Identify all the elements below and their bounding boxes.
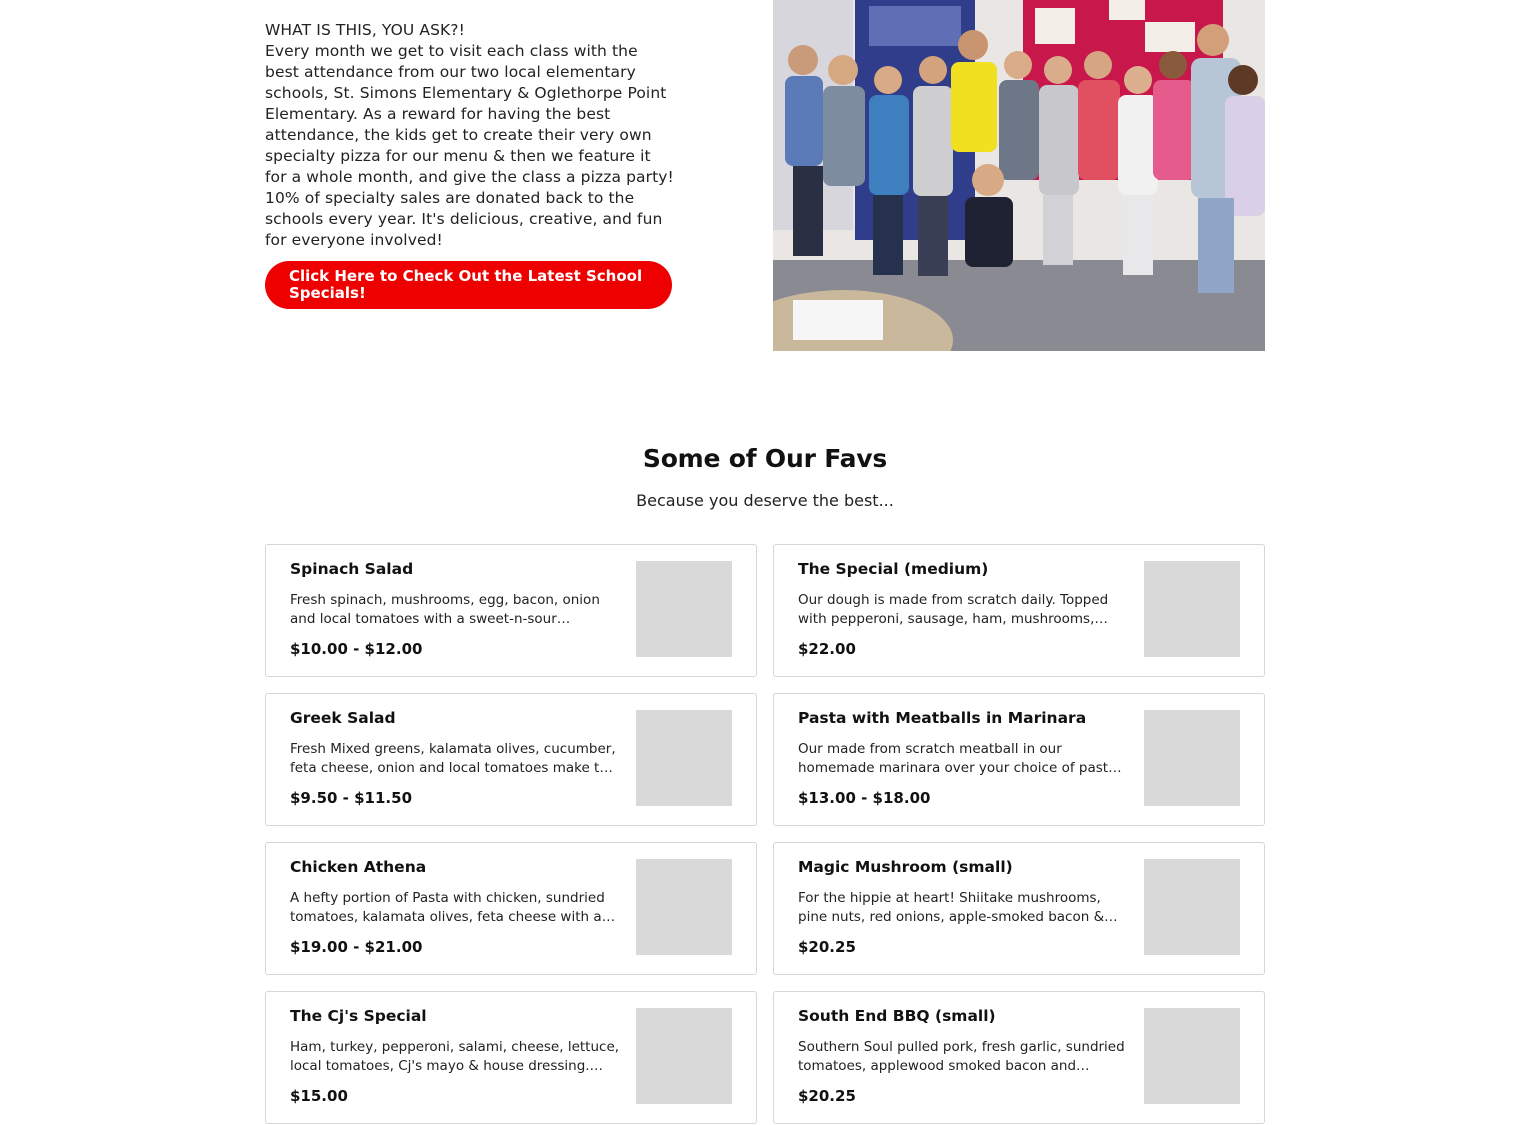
menu-item-image-placeholder bbox=[1144, 561, 1240, 657]
menu-item-price: $20.25 bbox=[798, 938, 856, 956]
menu-item-price: $22.00 bbox=[798, 640, 856, 658]
menu-item-image-placeholder bbox=[636, 561, 732, 657]
menu-card-the-special-medium[interactable] bbox=[773, 544, 1265, 677]
menu-item-name: The Cj's Special bbox=[290, 1007, 427, 1025]
menu-item-image-placeholder bbox=[636, 859, 732, 955]
menu-item-price: $9.50 - $11.50 bbox=[290, 789, 412, 807]
class-photo-illustration bbox=[773, 0, 1265, 351]
menu-item-price: $10.00 - $12.00 bbox=[290, 640, 423, 658]
menu-item-name: Chicken Athena bbox=[290, 858, 427, 876]
menu-item-image-placeholder bbox=[1144, 1008, 1240, 1104]
menu-item-description: Fresh spinach, mushrooms, egg, bacon, onion and local tomatoes with a sweet-n-sour bbox=[290, 592, 600, 627]
menu-item-image-placeholder bbox=[1144, 710, 1240, 806]
menu-item-price: $15.00 bbox=[290, 1087, 348, 1105]
menu-card-greek-salad[interactable] bbox=[265, 693, 757, 826]
menu-item-name: Spinach Salad bbox=[290, 560, 414, 578]
menu-item-name: South End BBQ (small) bbox=[798, 1007, 996, 1025]
menu-item-price: $19.00 - $21.00 bbox=[290, 938, 423, 956]
menu-item-name: Pasta with Meatballs in Marinara bbox=[798, 709, 1087, 727]
menu-item-description: A hefty portion of Pasta with chicken, sundried tomatoes, kalamata olives, feta cheese with a… bbox=[290, 890, 616, 925]
intro-heading: WHAT IS THIS, YOU ASK?! bbox=[265, 21, 465, 39]
menu-card-pasta-with-meatballs[interactable] bbox=[773, 693, 1265, 826]
menu-item-description: Ham, turkey, pepperoni, salami, cheese, lettuce, local tomatoes, Cj's mayo & house dressing.… bbox=[290, 1039, 620, 1074]
menu-card-the-cjs-special[interactable] bbox=[265, 991, 757, 1124]
menu-item-description: Southern Soul pulled pork, fresh garlic, sundried tomatoes, applewood smoked bacon and… bbox=[798, 1039, 1125, 1074]
menu-item-description: Fresh Mixed greens, kalamata olives, cucumber, feta cheese, onion and local tomatoes make this bbox=[290, 741, 619, 776]
menu-item-image-placeholder bbox=[1144, 859, 1240, 955]
intro-body: Every month we get to visit each class with the best attendance from our two local elementary schools, St. Simons Elementary & Oglethorpe Point Elementary. As a reward for having the best attendance, the kids get to create their very own specialty pizza for our menu & then we feature it for a whole month, and give the class a pizza party! 10% of specialty sales are donated back to the schools every year. It's delicious, creative, and fun for everyone involved! bbox=[265, 42, 674, 249]
menu-card-magic-mushroom-small[interactable] bbox=[773, 842, 1265, 975]
menu-card-spinach-salad[interactable] bbox=[265, 544, 757, 677]
menu-item-image-placeholder bbox=[636, 710, 732, 806]
menu-item-image-placeholder bbox=[636, 1008, 732, 1104]
menu-item-name: The Special (medium) bbox=[798, 560, 989, 578]
school-specials-button[interactable]: Click Here to Check Out the Latest School Specials! bbox=[265, 261, 672, 309]
menu-item-description: Our made from scratch meatball in our homemade marinara over your choice of pasta bbox=[798, 741, 1117, 776]
favs-title: Some of Our Favs bbox=[642, 444, 888, 473]
menu-grid bbox=[265, 544, 1265, 1124]
menu-card-south-end-bbq-small[interactable] bbox=[773, 991, 1265, 1124]
menu-card-chicken-athena[interactable] bbox=[265, 842, 757, 975]
intro-section bbox=[265, 20, 675, 251]
menu-item-description: Our dough is made from scratch daily. Topped with pepperoni, sausage, ham, mushrooms,… bbox=[798, 592, 1109, 627]
menu-item-name: Greek Salad bbox=[290, 709, 396, 727]
class-photo bbox=[773, 0, 1265, 351]
menu-item-price: $20.25 bbox=[798, 1087, 856, 1105]
favs-subtitle: Because you deserve the best... bbox=[636, 491, 894, 510]
menu-item-name: Magic Mushroom (small) bbox=[798, 858, 1013, 876]
menu-item-price: $13.00 - $18.00 bbox=[798, 789, 931, 807]
menu-item-description: For the hippie at heart! Shiitake mushrooms, pine nuts, red onions, apple-smoked bacon & bbox=[798, 890, 1105, 925]
